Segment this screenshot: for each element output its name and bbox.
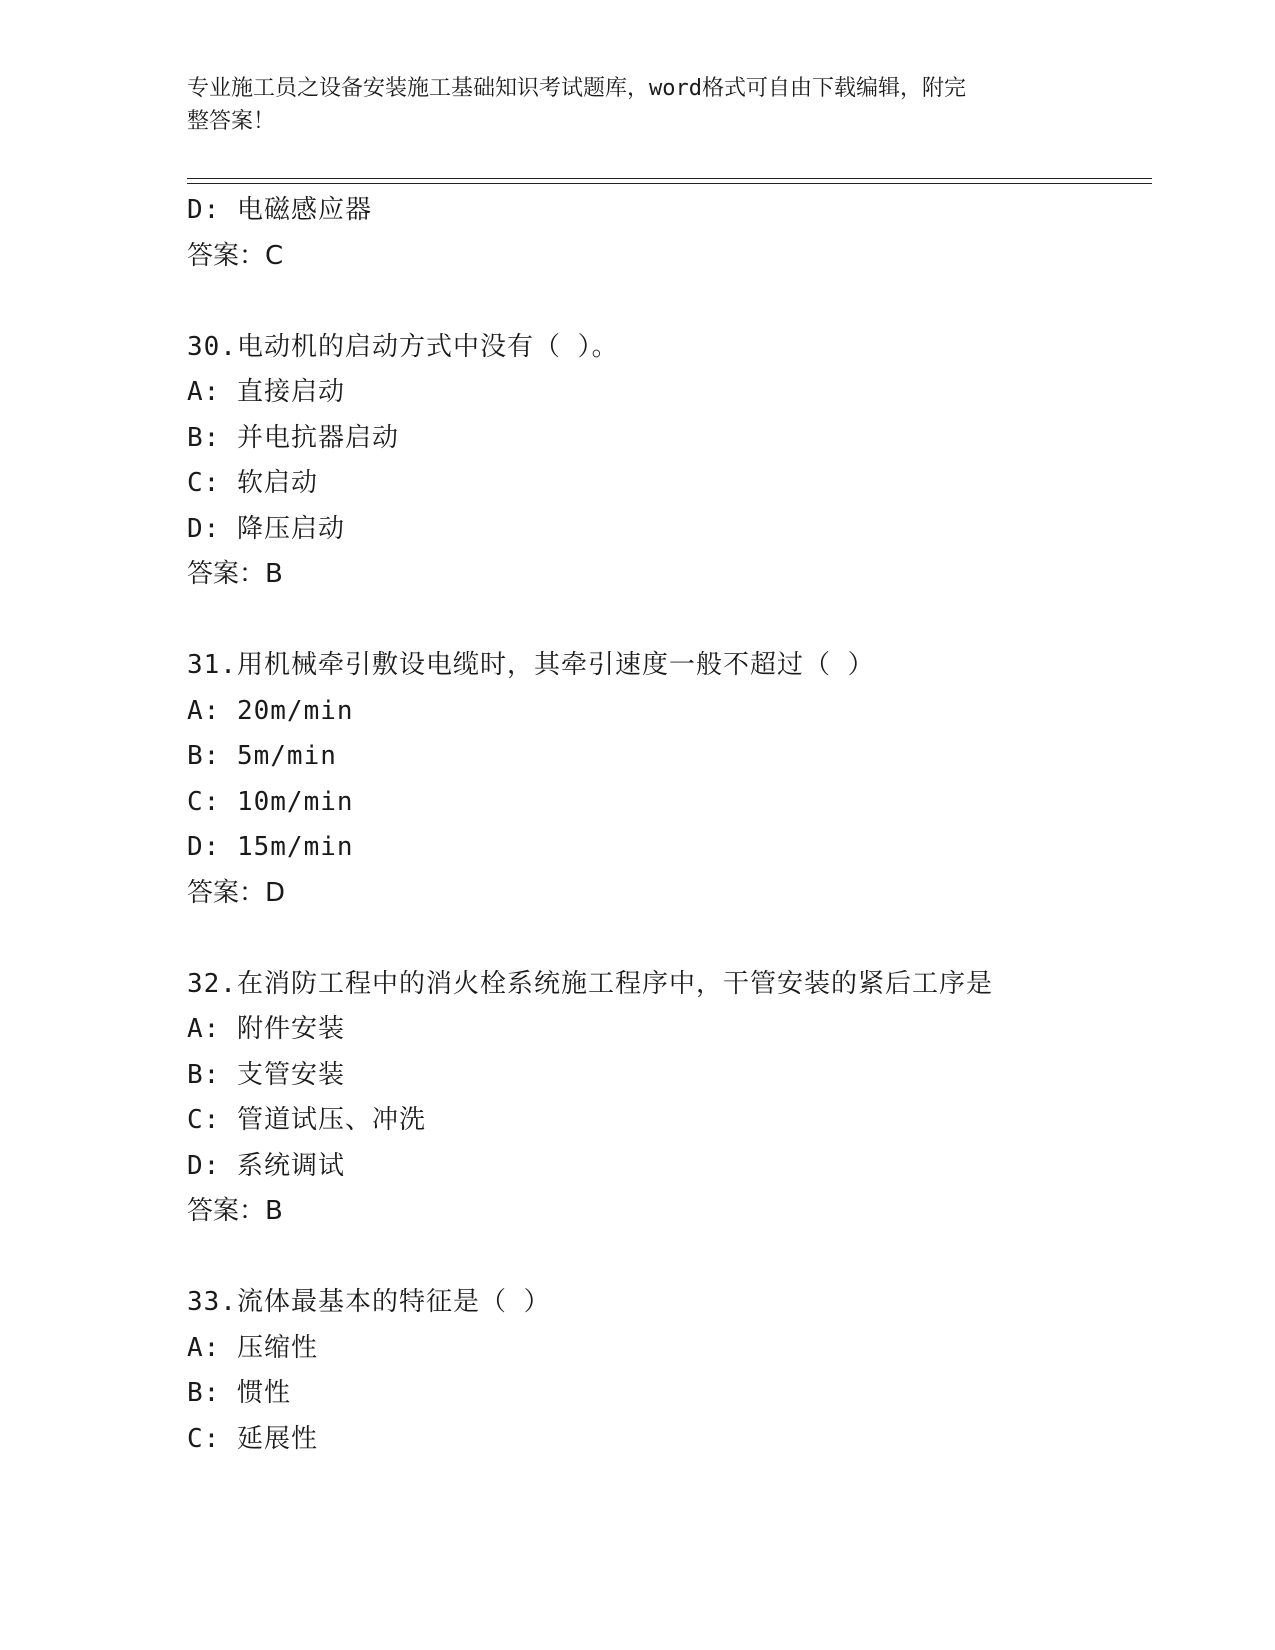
spacer [187,279,1152,325]
header-rule-top [187,178,1152,179]
option-text: B: 支管安装 [187,1059,345,1090]
option-text: B: 并电抗器启动 [187,422,399,453]
option-text: A: 20m/min [187,695,354,726]
question-text: 30.电动机的启动方式中没有（ ）。 [187,331,619,362]
option-text: C: 软启动 [187,468,318,498]
question-list [187,188,1152,1462]
question-text: 33.流体最基本的特征是（ ） [187,1287,551,1317]
option-text: A: 附件安装 [187,1014,345,1044]
option-text: D: 降压启动 [187,513,345,544]
option-text: C: 10m/min [187,786,354,817]
option-text: B: 惯性 [187,1378,291,1408]
option-text: D: 电磁感应器 [187,195,372,225]
option-text: D: 15m/min [187,832,354,862]
spacer [187,598,1152,644]
question-text: 32.在消防工程中的消火栓系统施工程序中，干管安装的紧后工序是 [187,968,993,999]
option-text: C: 延展性 [187,1423,318,1454]
option-text: A: 直接启动 [187,377,345,407]
header-line-1: 专业施工员之设备安装施工基础知识考试题库，word格式可自由下载编辑，附完 [187,76,966,101]
question-text: 31.用机械牵引敷设电缆时，其牵引速度一般不超过（ ） [187,650,875,680]
header-rule-bottom [187,183,1152,184]
document-header [187,72,1067,138]
answer-text: 答案：C [187,240,284,271]
spacer [187,916,1152,962]
answer-text: 答案：B [187,1196,283,1226]
option-text: A: 压缩性 [187,1332,318,1363]
option-text: C: 管道试压、冲洗 [187,1105,426,1135]
answer-text: 答案：B [187,559,283,589]
option-text: D: 系统调试 [187,1150,345,1181]
spacer [187,1235,1152,1281]
option-text: B: 5m/min [187,741,337,771]
answer-text: 答案：D [187,877,286,908]
header-line-2: 整答案！ [187,109,276,134]
